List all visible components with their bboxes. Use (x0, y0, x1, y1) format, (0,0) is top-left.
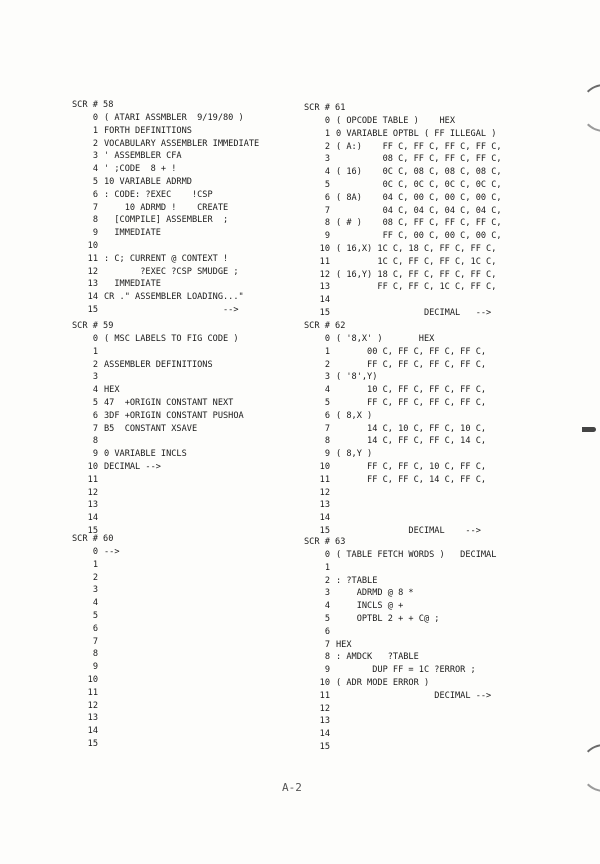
code-line (304, 435, 486, 448)
line-text: ( 8,X ) (336, 410, 373, 421)
line-text: ADRMD @ 8 * (336, 588, 414, 599)
code-line (72, 202, 259, 215)
line-text: ( ADR MODE ERROR ) (336, 677, 430, 688)
code-line (304, 179, 502, 192)
screen-59 (72, 320, 244, 538)
line-number: 12 (319, 703, 330, 714)
line-text: --> (104, 304, 239, 315)
code-line (304, 141, 502, 154)
code-line (304, 166, 502, 179)
line-number: 3 (324, 588, 330, 599)
line-number: 12 (87, 266, 98, 277)
line-number: 15 (319, 307, 330, 318)
line-number: 8 (92, 649, 98, 660)
line-text: 00 C, FF C, FF C, FF C, (336, 346, 487, 357)
code-line (72, 648, 120, 661)
line-number: 0 (92, 334, 98, 344)
code-line (304, 677, 496, 690)
line-number: 9 (324, 449, 330, 460)
line-number: 0 (324, 334, 330, 344)
code-line (304, 600, 496, 613)
line-number: 12 (87, 487, 98, 498)
line-number: 11 (319, 256, 330, 267)
line-number: 6 (92, 189, 98, 200)
code-line (304, 703, 496, 716)
screen-60 (72, 533, 120, 751)
line-number: 0 (92, 113, 98, 123)
line-number: 14 (319, 513, 330, 524)
line-number: 14 (87, 726, 98, 737)
screen-header: SCR # 60 (72, 534, 114, 544)
line-text: ( '8,X' ) HEX (336, 334, 435, 344)
line-number: 3 (92, 372, 98, 383)
code-line (304, 333, 486, 346)
line-number: 4 (92, 385, 98, 396)
line-text: ( 8A) 04 C, 00 C, 00 C, 00 C, (336, 192, 502, 203)
line-number: 15 (319, 525, 330, 536)
line-text: DECIMAL --> (336, 690, 492, 701)
screen-header: SCR # 59 (72, 321, 114, 331)
code-line (72, 125, 259, 138)
code-line (304, 371, 486, 384)
code-line (304, 728, 496, 741)
code-line (72, 138, 259, 151)
line-text: 0 VARIABLE INCLS (104, 449, 187, 460)
code-line (304, 384, 486, 397)
line-number: 7 (92, 423, 98, 434)
line-number: 1 (92, 559, 98, 570)
code-line (304, 512, 486, 525)
line-number: 2 (92, 572, 98, 583)
line-number: 15 (87, 304, 98, 315)
line-text: : AMDCK ?TABLE (336, 652, 419, 663)
line-text: 10 ADRMD ! CREATE (104, 202, 229, 213)
line-number: 5 (324, 397, 330, 408)
line-text: ( 16,Y) 18 C, FF C, FF C, FF C, (336, 269, 497, 280)
code-line (304, 461, 486, 474)
line-number: 5 (324, 179, 330, 190)
code-line (72, 333, 244, 346)
line-number: 8 (324, 652, 330, 663)
line-text: ( 16) 0C C, 08 C, 08 C, 08 C, (336, 167, 502, 178)
line-text: 10 C, FF C, FF C, FF C, (336, 385, 487, 396)
page-number: A-2 (282, 781, 302, 794)
code-line (72, 512, 244, 525)
code-line (304, 575, 496, 588)
code-line (304, 448, 486, 461)
line-text: ' ASSEMBLER CFA (104, 151, 182, 162)
line-text: 10 VARIABLE ADRMD (104, 176, 192, 187)
line-text: 0C C, 0C C, 0C C, 0C C, (336, 179, 502, 190)
line-number: 6 (324, 410, 330, 421)
line-number: 2 (92, 138, 98, 149)
line-text: DECIMAL --> (104, 461, 161, 472)
code-line (304, 115, 502, 128)
line-number: 6 (324, 192, 330, 203)
line-number: 10 (319, 461, 330, 472)
line-text: ' ;CODE 8 + ! (104, 164, 177, 175)
code-line (304, 741, 496, 754)
code-line (72, 474, 244, 487)
code-line (304, 192, 502, 205)
code-line (304, 397, 486, 410)
line-number: 10 (87, 461, 98, 472)
line-number: 5 (92, 176, 98, 187)
code-line (304, 205, 502, 218)
code-line (72, 266, 259, 279)
line-text: ( OPCODE TABLE ) HEX (336, 116, 455, 126)
line-number: 13 (87, 279, 98, 290)
line-number: 0 (324, 550, 330, 560)
line-number: 2 (324, 359, 330, 370)
line-number: 0 (92, 547, 98, 557)
line-text: HEX (104, 385, 120, 396)
line-number: 4 (324, 167, 330, 178)
code-line (304, 269, 502, 282)
line-text: IMMEDIATE (104, 279, 161, 290)
line-text: FF C, FF C, FF C, FF C, (336, 359, 487, 370)
line-number: 10 (319, 677, 330, 688)
code-line (72, 700, 120, 713)
line-number: 8 (92, 215, 98, 226)
line-number: 4 (324, 385, 330, 396)
code-line (72, 253, 259, 266)
code-line (304, 715, 496, 728)
code-line (304, 230, 502, 243)
line-number: 12 (87, 700, 98, 711)
code-line (304, 307, 502, 320)
line-number: 15 (87, 738, 98, 749)
code-line (72, 674, 120, 687)
code-line (72, 610, 120, 623)
code-line (72, 150, 259, 163)
code-line (72, 597, 120, 610)
code-line (304, 474, 486, 487)
line-text: ( A:) FF C, FF C, FF C, FF C, (336, 141, 502, 152)
line-text: [COMPILE] ASSEMBLER ; (104, 215, 229, 226)
line-number: 3 (92, 585, 98, 596)
line-number: 7 (92, 636, 98, 647)
line-text: ( '8',Y) (336, 372, 378, 383)
code-line (72, 461, 244, 474)
code-line (304, 487, 486, 500)
code-line (72, 397, 244, 410)
line-number: 7 (324, 423, 330, 434)
line-number: 11 (87, 687, 98, 698)
line-number: 9 (324, 231, 330, 242)
line-number: 6 (324, 626, 330, 637)
code-line (72, 423, 244, 436)
line-number: 14 (319, 295, 330, 306)
line-number: 11 (87, 474, 98, 485)
line-number: 7 (324, 205, 330, 216)
code-line (304, 562, 496, 575)
line-number: 2 (92, 359, 98, 370)
code-line (304, 346, 486, 359)
line-text: ( 16,X) 1C C, 18 C, FF C, FF C, (336, 243, 497, 254)
code-line (304, 639, 496, 652)
code-line (72, 189, 259, 202)
code-line (304, 256, 502, 269)
code-line (304, 587, 496, 600)
line-number: 15 (319, 741, 330, 752)
line-number: 13 (319, 716, 330, 727)
line-number: 8 (324, 436, 330, 447)
code-line (304, 243, 502, 256)
line-number: 8 (324, 218, 330, 229)
code-line (72, 346, 244, 359)
line-number: 5 (92, 610, 98, 621)
code-line (72, 584, 120, 597)
screen-58 (72, 99, 259, 317)
code-line (72, 623, 120, 636)
screen-61 (304, 102, 502, 320)
line-number: 10 (87, 674, 98, 685)
line-number: 10 (319, 243, 330, 254)
line-text: INCLS @ + (336, 601, 404, 612)
line-number: 1 (92, 346, 98, 357)
line-text: B5 CONSTANT XSAVE (104, 423, 198, 434)
line-text: VOCABULARY ASSEMBLER IMMEDIATE (104, 138, 260, 149)
line-number: 1 (324, 128, 330, 139)
line-number: 2 (324, 575, 330, 586)
line-number: 2 (324, 141, 330, 152)
code-line (72, 546, 120, 559)
code-line (304, 128, 502, 141)
code-line (304, 217, 502, 230)
line-text: 14 C, FF C, FF C, 14 C, (336, 436, 487, 447)
line-text: --> (104, 547, 120, 557)
code-line (72, 291, 259, 304)
line-number: 3 (324, 372, 330, 383)
line-text: IMMEDIATE (104, 228, 161, 239)
line-number: 11 (87, 253, 98, 264)
code-line (72, 572, 120, 585)
line-text: ( TABLE FETCH WORDS ) DECIMAL (336, 550, 497, 560)
line-text: ?EXEC ?CSP SMUDGE ; (104, 266, 239, 277)
line-text: FF C, FF C, 14 C, FF C, (336, 474, 487, 485)
line-text: FF C, FF C, 1C C, FF C, (336, 282, 497, 293)
line-number: 4 (92, 164, 98, 175)
line-text: ( MSC LABELS TO FIG CODE ) (104, 334, 239, 344)
code-line (72, 661, 120, 674)
code-line (72, 687, 120, 700)
code-line (72, 499, 244, 512)
line-text: 1C C, FF C, FF C, 1C C, (336, 256, 497, 267)
code-line (72, 712, 120, 725)
code-line (304, 549, 496, 562)
code-line (72, 176, 259, 189)
line-text: ASSEMBLER DEFINITIONS (104, 359, 213, 370)
line-number: 13 (319, 500, 330, 511)
line-text: 0 VARIABLE OPTBL ( FF ILLEGAL ) (336, 128, 497, 139)
code-line (72, 359, 244, 372)
line-number: 9 (92, 662, 98, 673)
code-line (72, 112, 259, 125)
line-number: 3 (324, 154, 330, 165)
line-text: 3DF +ORIGIN CONSTANT PUSHOA (104, 410, 244, 421)
code-line (72, 384, 244, 397)
line-number: 6 (92, 410, 98, 421)
line-number: 12 (319, 269, 330, 280)
code-line (72, 636, 120, 649)
line-number: 7 (324, 639, 330, 650)
line-number: 11 (319, 690, 330, 701)
code-line (72, 738, 120, 751)
code-line (304, 499, 486, 512)
binder-hole-top (580, 84, 600, 132)
line-text: DECIMAL --> (336, 525, 481, 536)
line-number: 6 (92, 623, 98, 634)
line-number: 4 (92, 598, 98, 609)
screen-header: SCR # 63 (304, 537, 346, 547)
line-text: FF C, FF C, 10 C, FF C, (336, 461, 487, 472)
line-text: FORTH DEFINITIONS (104, 125, 192, 136)
code-line (304, 410, 486, 423)
line-number: 13 (87, 713, 98, 724)
code-line (304, 651, 496, 664)
line-number: 11 (319, 474, 330, 485)
line-text: FF C, 00 C, 00 C, 00 C, (336, 231, 502, 242)
code-line (72, 725, 120, 738)
line-number: 10 (87, 240, 98, 251)
line-text: FF C, FF C, FF C, FF C, (336, 397, 487, 408)
line-number: 5 (324, 613, 330, 624)
code-line (304, 359, 486, 372)
line-text: : ?TABLE (336, 575, 378, 586)
line-text: 04 C, 04 C, 04 C, 04 C, (336, 205, 502, 216)
code-line (72, 559, 120, 572)
line-text: DUP FF = 1C ?ERROR ; (336, 665, 476, 676)
line-text: ( # ) 08 C, FF C, FF C, FF C, (336, 218, 502, 229)
line-number: 15 (87, 525, 98, 536)
screen-63 (304, 536, 496, 754)
line-number: 14 (319, 729, 330, 740)
line-text: ( 8,Y ) (336, 449, 373, 460)
code-line (304, 294, 502, 307)
line-text: 08 C, FF C, FF C, FF C, (336, 154, 502, 165)
line-number: 12 (319, 487, 330, 498)
code-line (304, 423, 486, 436)
line-number: 5 (92, 397, 98, 408)
screen-header: SCR # 58 (72, 100, 114, 110)
line-number: 0 (324, 116, 330, 126)
line-number: 1 (324, 562, 330, 573)
scan-edge-mark (582, 427, 596, 432)
line-text: DECIMAL --> (336, 307, 492, 318)
code-line (72, 304, 259, 317)
line-number: 7 (92, 202, 98, 213)
code-line (72, 214, 259, 227)
code-line (304, 281, 502, 294)
line-number: 13 (319, 282, 330, 293)
line-text: HEX (336, 639, 352, 650)
code-line (72, 371, 244, 384)
code-line (72, 435, 244, 448)
line-text: CR ." ASSEMBLER LOADING..." (104, 292, 244, 303)
code-line (304, 153, 502, 166)
code-line (304, 664, 496, 677)
line-number: 9 (92, 449, 98, 460)
line-text: 14 C, 10 C, FF C, 10 C, (336, 423, 487, 434)
code-line (72, 163, 259, 176)
line-number: 14 (87, 292, 98, 303)
code-line (304, 690, 496, 703)
line-number: 14 (87, 513, 98, 524)
line-number: 3 (92, 151, 98, 162)
screen-header: SCR # 62 (304, 321, 346, 331)
line-number: 13 (87, 500, 98, 511)
line-number: 9 (92, 228, 98, 239)
line-text: : C; CURRENT @ CONTEXT ! (104, 253, 229, 264)
code-line (72, 227, 259, 240)
code-line (72, 448, 244, 461)
line-number: 9 (324, 665, 330, 676)
line-text: 47 +ORIGIN CONSTANT NEXT (104, 397, 234, 408)
code-line (304, 613, 496, 626)
binder-hole-bottom (580, 744, 600, 792)
screen-header: SCR # 61 (304, 103, 346, 113)
code-line (72, 278, 259, 291)
line-number: 8 (92, 436, 98, 447)
code-line (72, 487, 244, 500)
line-number: 4 (324, 601, 330, 612)
screen-62 (304, 320, 486, 538)
line-number: 1 (324, 346, 330, 357)
line-text: : CODE: ?EXEC !CSP (104, 189, 213, 200)
code-line (72, 240, 259, 253)
code-line (304, 626, 496, 639)
line-number: 1 (92, 125, 98, 136)
line-text: OPTBL 2 + + C@ ; (336, 613, 440, 624)
line-text: ( ATARI ASSMBLER 9/19/80 ) (104, 113, 244, 123)
code-line (72, 410, 244, 423)
